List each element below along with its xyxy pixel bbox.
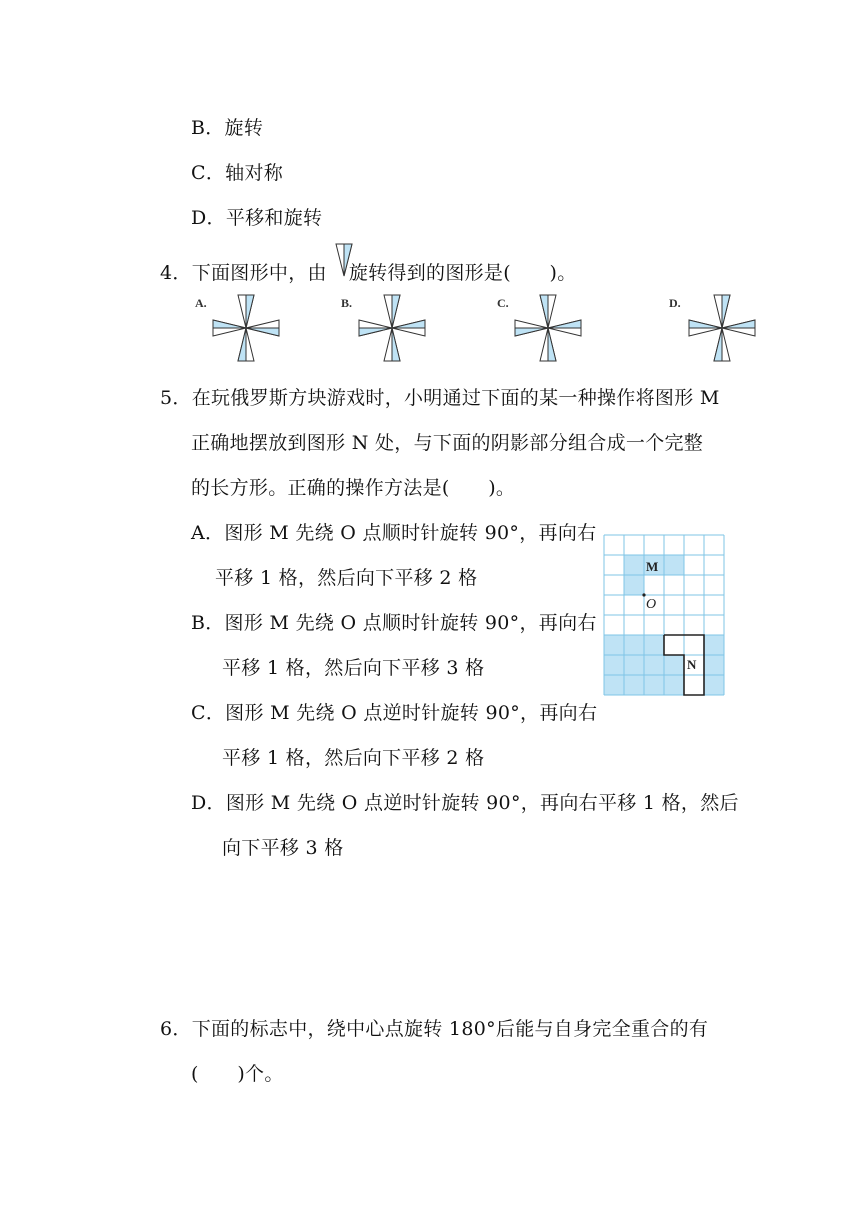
grid-label-n: N: [687, 657, 697, 672]
q4-option-d-label: D.: [669, 296, 681, 310]
q3-option-d: D．平移和旋转: [191, 207, 323, 229]
q3-option-b: B．旋转: [191, 117, 264, 139]
q5-line1: 5．在玩俄罗斯方块游戏时，小明通过下面的某一种操作将图形 M: [160, 387, 720, 409]
q4-option-d-figure: [687, 293, 757, 363]
q4-stem: [160, 261, 577, 285]
q4-stem-after: 旋转得到的图形是( )。: [348, 262, 577, 284]
q4-option-a-label: A.: [195, 296, 207, 310]
q5-option-b-line1: B．图形 M 先绕 O 点顺时针旋转 90°，再向右: [191, 612, 597, 634]
q5-option-c-line2: 平移 1 格，然后向下平移 2 格: [222, 747, 485, 769]
q6-line2: ( )个。: [191, 1063, 284, 1085]
q4-option-c-figure: [513, 293, 583, 363]
q4-option-b-label: B.: [341, 296, 353, 310]
grid-label-m: M: [646, 559, 659, 574]
q4-option-c-label: C.: [497, 296, 509, 310]
inline-triangle-figure: [335, 243, 353, 277]
grid-label-o: O: [646, 597, 657, 612]
q5-option-b-line2: 平移 1 格，然后向下平移 3 格: [222, 657, 485, 679]
q4-option-a-figure: [211, 293, 281, 363]
q5-option-d-line1: D．图形 M 先绕 O 点逆时针旋转 90°，再向右平移 1 格，然后: [191, 792, 739, 814]
q5-grid-figure: [603, 534, 725, 696]
q5-option-a-line2: 平移 1 格，然后向下平移 2 格: [215, 567, 478, 589]
q4-option-b-figure: [357, 293, 427, 363]
q4-number: 4．: [160, 262, 192, 284]
q6-line1: 6．下面的标志中，绕中心点旋转 180°后能与自身完全重合的有: [160, 1018, 709, 1040]
q5-line2: 正确地摆放到图形 N 处，与下面的阴影部分组合成一个完整: [191, 432, 704, 454]
q4-stem-before: 下面图形中，由: [191, 262, 327, 284]
q5-option-a-line1: A．图形 M 先绕 O 点顺时针旋转 90°，再向右: [191, 522, 597, 544]
q5-option-c-line1: C．图形 M 先绕 O 点逆时针旋转 90°，再向右: [191, 702, 598, 724]
q5-line3: 的长方形。正确的操作方法是( )。: [191, 477, 516, 499]
q5-option-d-line2: 向下平移 3 格: [222, 837, 344, 859]
q3-option-c: C．轴对称: [191, 162, 284, 184]
